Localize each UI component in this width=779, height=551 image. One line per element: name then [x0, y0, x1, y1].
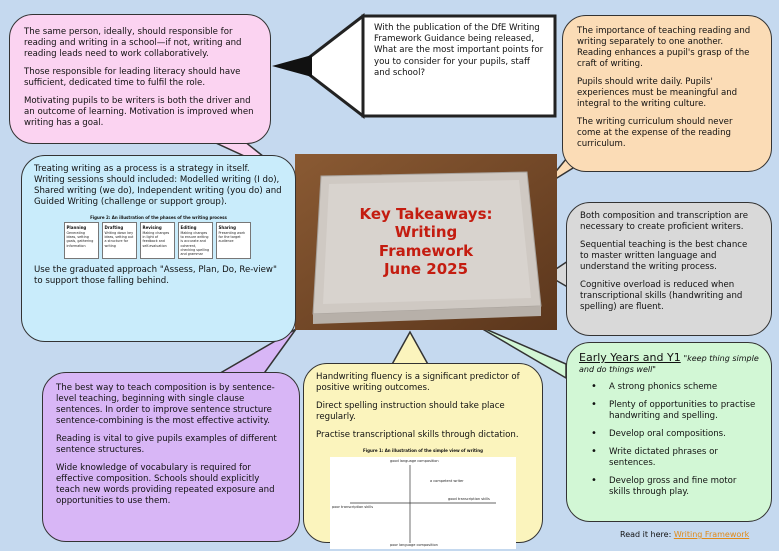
- process-step: [102, 222, 137, 259]
- pink-para-1: The same person, ideally, should responsible for reading and writing in a school—if not, writing and reading leads need to work collaboratively.: [24, 27, 242, 59]
- process-step: [64, 222, 99, 259]
- step-name: Planning: [66, 225, 87, 231]
- step-name: Sharing: [218, 225, 236, 231]
- axis-label-bottom: poor language composition: [390, 543, 438, 548]
- writing-framework-link[interactable]: Writing Framework: [673, 530, 750, 539]
- figure-caption: Figure 2: An illustration of the phases of the writing process: [90, 215, 227, 220]
- list-item: • Develop oral compositions.: [579, 429, 759, 440]
- yellow-para-1: Handwriting fluency is a significant predictor of positive writing outcomes.: [316, 372, 520, 393]
- grey-bubble: [566, 202, 772, 336]
- yellow-para-3: Practise transcriptional skills through dictation.: [316, 430, 519, 440]
- writing-process-figure: [34, 215, 283, 259]
- step-desc: Making changes to ensure writing is accurate and coherent, checking spelling and grammar: [180, 231, 210, 256]
- center-title: [330, 205, 522, 278]
- pink-para-3: Motivating pupils to be writers is both the driver and an outcome of learning. Motivation is improved when writing has a goal.: [24, 96, 254, 128]
- grey-para-1: Both composition and transcription are necessary to create proficient writers.: [580, 211, 749, 232]
- early-years-quote: "keep thing simple and do things well": [579, 354, 759, 375]
- list-item: • Develop gross and fine motor skills through play.: [579, 476, 759, 498]
- quadrant-label: a competent writer: [430, 479, 464, 484]
- step-name: Editing: [180, 225, 197, 231]
- step-name: Revising: [142, 225, 162, 231]
- purple-para-2: Reading is vital to give pupils examples of different sentence structures.: [56, 434, 277, 455]
- blue-para-2: Use the graduated approach "Assess, Plan, Do, Re-view" to support those falling behind.: [34, 264, 277, 286]
- pencil-text: With the publication of the DfE Writing Framework Guidance being released, What are the most important points for you to consider for your pupils, staff and school?: [374, 23, 544, 78]
- step-name: Drafting: [104, 225, 124, 231]
- axis-label-left: poor transcription skills: [332, 505, 374, 510]
- simple-view-diagram: [330, 457, 516, 549]
- pink-bubble: [9, 14, 271, 144]
- grey-para-2: Sequential teaching is the best chance to master written language and understand the writing process.: [580, 240, 748, 272]
- peach-bubble: [562, 15, 772, 172]
- list-item: • Write dictated phrases or sentences.: [579, 447, 759, 469]
- yellow-para-2: Direct spelling instruction should take place regularly.: [316, 401, 505, 422]
- read-it-here: [620, 530, 749, 539]
- process-flow: [64, 222, 254, 259]
- purple-bubble: [42, 372, 300, 542]
- pink-para-2: Those responsible for leading literacy should have sufficient, dedicated time to fulfil the role.: [24, 67, 241, 88]
- list-item: • A strong phonics scheme: [579, 382, 759, 393]
- blue-bubble: [21, 155, 296, 342]
- purple-para-1: The best way to teach composition is by sentence-level teaching, beginning with single clause sentences. In order to improve sentence structure sentence-combining is the most effective activity.: [56, 383, 275, 426]
- step-desc: Making changes in light of feedback and self-evaluation: [142, 231, 170, 248]
- yellow-bubble: [303, 363, 543, 548]
- title-line-1: Key Takeaways:: [359, 205, 493, 223]
- simple-view-figure: [316, 448, 530, 549]
- blue-para-1: Treating writing as a process is a strategy in itself. Writing sessions should included: Modelled writing (I do), Shared writing (we do), Independent writing (you do) and Guided Writing (challenge or support group).: [34, 164, 282, 207]
- figure-caption: Figure 1: An illustration of the simple view of writing: [363, 448, 483, 453]
- step-desc: Writing down key ideas, setting out a structure for writing: [104, 231, 134, 248]
- process-step: [216, 222, 251, 259]
- early-years-list: [579, 382, 759, 498]
- list-item: • Plenty of opportunities to practise handwriting and spelling.: [579, 400, 759, 422]
- axis-label-right: good transcription skills: [448, 497, 490, 502]
- early-years-heading: [579, 351, 759, 376]
- title-line-2: Writing: [394, 223, 458, 242]
- grey-para-3: Cognitive overload is reduced when transcriptional skills (handwriting and spelling) are fluent.: [580, 280, 743, 312]
- title-line-3: Framework: [378, 241, 474, 260]
- read-it-here-prefix: Read it here:: [620, 530, 674, 539]
- process-step: [140, 222, 175, 259]
- peach-para-3: The writing curriculum should never come at the expense of the reading curriculum.: [577, 117, 733, 149]
- axes-lines: [330, 457, 516, 549]
- purple-para-3: Wide knowledge of vocabulary is required for effective composition. Schools should explicitly teach new words providing repeated exposure and opportunities to use them.: [56, 463, 275, 506]
- early-years-title: Early Years and Y1: [579, 351, 681, 364]
- process-step: [178, 222, 213, 259]
- step-desc: Presenting work for the target audience: [218, 231, 245, 244]
- green-bubble: [566, 342, 772, 522]
- step-desc: Generating ideas, setting goals, gathering information: [66, 231, 94, 248]
- axis-label-top: good language composition: [390, 459, 439, 464]
- peach-para-2: Pupils should write daily. Pupils' experiences must be meaningful and integral to the writing culture.: [577, 77, 738, 109]
- peach-para-1: The importance of teaching reading and writing separately to one another. Reading enhances a pupil's grasp of the craft of writing.: [577, 26, 751, 69]
- title-line-4: June 2025: [383, 259, 469, 278]
